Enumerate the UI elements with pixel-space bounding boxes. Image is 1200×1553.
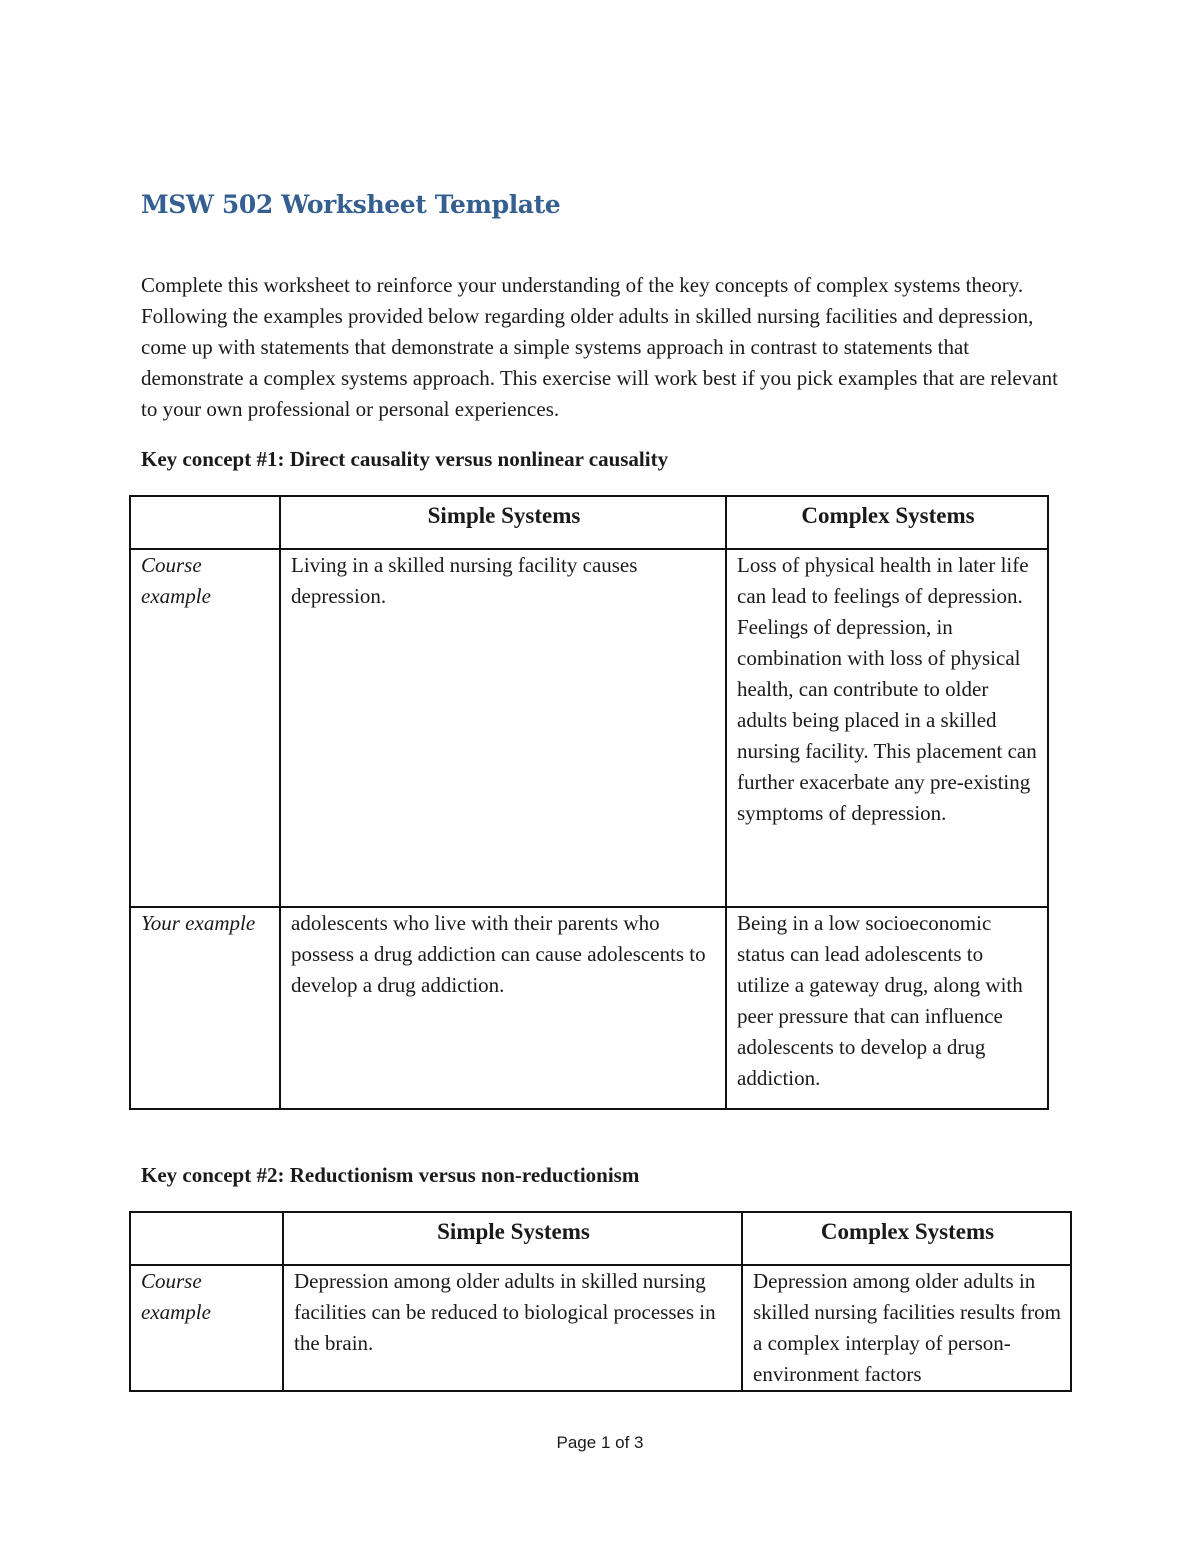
row-label-course-example: Course example: [130, 549, 280, 907]
table-header-row: [130, 1212, 1071, 1265]
header-blank-cell: [130, 1212, 283, 1265]
row-label-your-example: Your example: [130, 907, 280, 1109]
key-concept-2-heading: Key concept #2: Reductionism versus non-reductionism: [141, 1163, 640, 1187]
table-header-row: [130, 496, 1048, 549]
header-simple-systems: Simple Systems: [283, 1212, 742, 1265]
intro-paragraph: Complete this worksheet to reinforce your understanding of the key concepts of complex systems theory. Following the examples provided below regarding older adults in skilled nursing facilities and depression, come up with statements that demonstrate a simple systems approach in contrast to statements that demonstrate a complex systems approach. This exercise will work best if you pick examples that are relevant to your own professional or personal experiences.: [141, 273, 1058, 421]
key-concept-1-table: [129, 495, 1049, 1110]
header-simple-systems: Simple Systems: [280, 496, 726, 549]
row-label-course-example: Course example: [130, 1265, 283, 1391]
header-blank-cell: [130, 496, 280, 549]
complex-systems-cell: Being in a low socioeconomic status can lead adolescents to utilize a gateway drug, along with peer pressure that can influence adolescents to develop a drug addiction.: [726, 907, 1048, 1109]
table-row: [130, 1265, 1071, 1391]
document-title: MSW 502 Worksheet Template: [141, 190, 561, 219]
key-concept-2-table: [129, 1211, 1072, 1392]
header-complex-systems: Complex Systems: [726, 496, 1048, 549]
table-row: [130, 907, 1048, 1109]
header-complex-systems: Complex Systems: [742, 1212, 1071, 1265]
complex-systems-cell: Depression among older adults in skilled nursing facilities results from a complex interplay of person-environment factors: [742, 1265, 1071, 1391]
complex-systems-cell: Loss of physical health in later life can lead to feelings of depression. Feelings of depression, in combination with loss of physical health, can contribute to older adults being placed in a skilled nursing facility. This placement can further exacerbate any pre-existing symptoms of depression.: [726, 549, 1048, 907]
simple-systems-cell: Depression among older adults in skilled nursing facilities can be reduced to biological processes in the brain.: [283, 1265, 742, 1391]
simple-systems-cell: adolescents who live with their parents who possess a drug addiction can cause adolescents to develop a drug addiction.: [280, 907, 726, 1109]
key-concept-1-heading: Key concept #1: Direct causality versus nonlinear causality: [141, 447, 669, 471]
table-row: [130, 549, 1048, 907]
page-number-footer: Page 1 of 3: [556, 1433, 644, 1452]
simple-systems-cell: Living in a skilled nursing facility causes depression.: [280, 549, 726, 907]
